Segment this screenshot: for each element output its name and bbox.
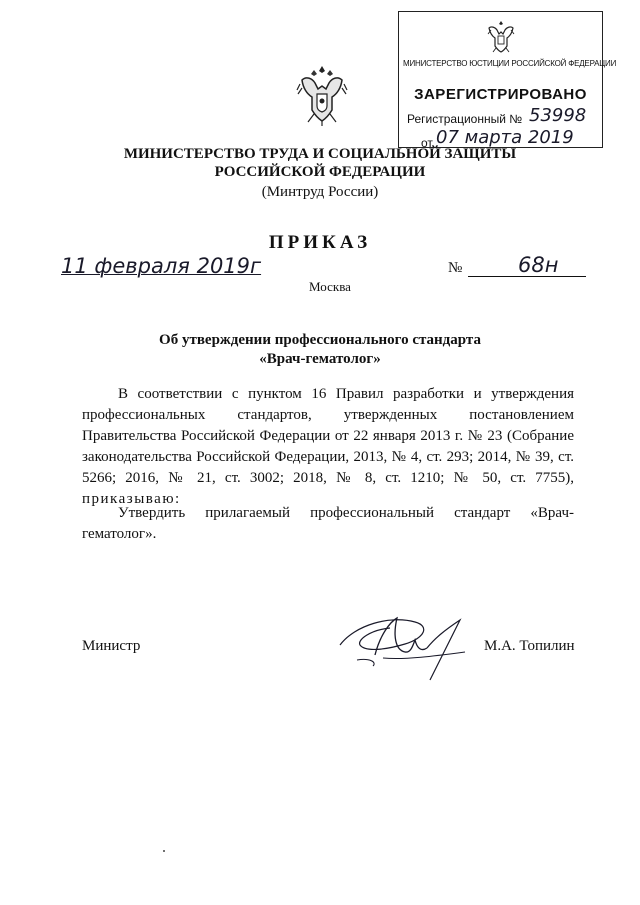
ministry-name-line1: МИНИСТЕРСТВО ТРУДА И СОЦИАЛЬНОЙ ЗАЩИТЫ xyxy=(123,146,517,162)
stamp-registered-label: ЗАРЕГИСТРИРОВАНО xyxy=(414,86,587,103)
body-paragraph-2: Утвердить прилагаемый профессиональный стандарт «Врач-гематолог». xyxy=(82,505,574,542)
document-title-line1: Об утверждении профессионального стандарта xyxy=(159,332,481,348)
coat-of-arms-icon xyxy=(485,18,517,56)
scan-artifact xyxy=(163,850,165,852)
document-type: ПРИКАЗ xyxy=(268,232,372,253)
signatory-position: Министр xyxy=(82,638,141,654)
stamp-date-prefix: от xyxy=(421,136,433,150)
stamp-regnum-label: Регистрационный № xyxy=(407,112,523,126)
stamp-regnum-value: 53998 xyxy=(529,105,587,126)
stamp-date-value: 07 марта 2019 xyxy=(436,127,574,148)
body-paragraph-1-text: В соответствии с пунктом 16 Правил разработки и утверждения профессиональных стандартов, утвержденных постановлением Правительства Российской Федерации от 22 января 2013 г. № 23 (Собрание законодательства Российской Федерации, 2013, № 4, ст. 293; 2014, № 39, ст. 5266; 2016, № 21, ст. 3002; 2018, № 8, ст. 1210; № 50, ст. 7755), xyxy=(82,386,574,486)
order-number-value: 68н xyxy=(518,253,559,277)
order-number-label: № xyxy=(448,260,463,276)
city: Москва xyxy=(309,279,351,294)
ministry-short-name: (Минтруд России) xyxy=(261,184,379,200)
order-word: приказываю: xyxy=(82,491,181,507)
document-title-line2: «Врач-гематолог» xyxy=(259,351,381,367)
ministry-name-line2: РОССИЙСКОЙ ФЕДЕРАЦИИ xyxy=(214,164,426,180)
double-headed-eagle-icon xyxy=(296,64,348,128)
order-date: 11 февраля 2019г xyxy=(61,254,262,278)
body-paragraph-1 xyxy=(82,384,574,510)
registration-stamp xyxy=(398,11,617,150)
stamp-ministry-name: МИНИСТЕРСТВО ЮСТИЦИИ РОССИЙСКОЙ ФЕДЕРАЦИИ xyxy=(403,59,617,68)
handwritten-signature xyxy=(335,600,495,695)
signatory-name: М.А. Топилин xyxy=(484,638,575,654)
